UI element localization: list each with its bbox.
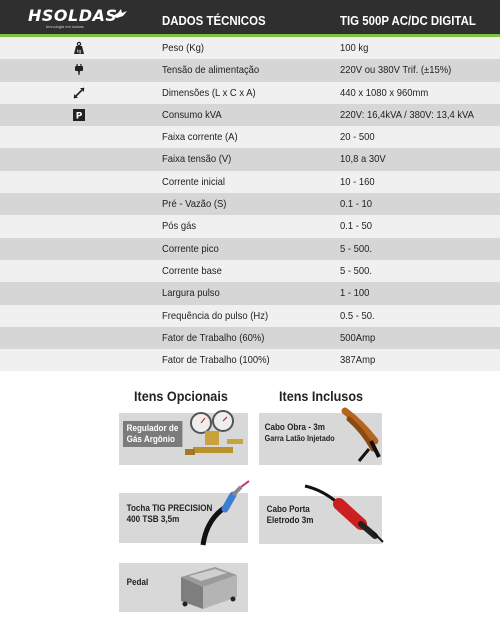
spec-value: 0.1 - 50 [340,220,373,233]
card-label-line: Cabo Obra - 3m [264,422,325,432]
table-row [0,282,500,304]
optional-items-title: Itens Opcionais [134,388,228,404]
table-row [0,148,500,170]
spec-label: Tensão de alimentação [162,64,260,77]
dimensions-icon [72,86,86,100]
card-label [123,421,182,447]
table-row [0,349,500,371]
table-row [0,327,500,349]
spec-label: Dimensões (L x C x A) [162,86,256,99]
spec-value: 1 - 100 [340,287,370,300]
brand-logo [28,6,128,32]
spec-value: 500Amp [340,331,376,344]
spec-value: 440 x 1080 x 960mm [340,86,429,99]
card-label-line: Eletrodo 3m [266,515,314,525]
svg-text:kg: kg [76,48,82,54]
power-icon [72,108,86,122]
card-label-line: Garra Latão Injetado [264,434,335,443]
spec-value: 10,8 a 30V [340,153,386,166]
weight-icon [72,41,86,55]
tig-torch-image [199,477,259,549]
svg-text:P: P [75,111,83,122]
electrode-holder-image [303,482,385,544]
logo-text: HSOLDAS [28,6,118,25]
spec-label: Corrente inicial [162,175,226,188]
card-label-line: 400 TSB 3,5m [126,514,180,524]
table-row [0,260,500,282]
spec-label: Fator de Trabalho (60%) [162,331,265,344]
spec-value: 220V ou 380V Trif. (±15%) [340,64,452,77]
spec-value: 220V: 16,4kVA / 380V: 13,4 kVA [340,108,474,121]
header-bar [0,0,500,37]
card-label-line: Pedal [126,577,149,587]
table-row [0,59,500,81]
spec-value: 0.1 - 10 [340,198,373,211]
spec-label: Pós gás [162,220,197,233]
work-cable-card [259,413,382,465]
spec-label: Frequência do pulso (Hz) [162,309,269,322]
table-row [0,171,500,193]
bird-icon [112,8,128,23]
spec-value: 5 - 500. [340,264,373,277]
table-row [0,193,500,215]
card-label [123,575,152,590]
table-row [0,215,500,237]
spec-value: 20 - 500 [340,131,375,144]
spec-value: 10 - 160 [340,175,375,188]
spec-value: 5 - 500. [340,242,373,255]
spec-label: Corrente pico [162,242,219,255]
gas-regulator-image [179,409,249,465]
logo-tagline: tecnologia em soldas [46,24,84,29]
spec-label: Corrente base [162,264,222,277]
spec-value: 387Amp [340,354,376,367]
spec-label: Largura pulso [162,287,220,300]
card-label-line: Tocha TIG PRECISION [126,503,213,513]
tig-torch-card [119,493,248,543]
table-row [0,305,500,327]
spec-label: Consumo kVA [162,108,222,121]
pedal-card [119,563,248,612]
card-label-line: Gás Argônio [126,434,175,444]
table-row [0,126,500,148]
pedal-image [175,561,241,613]
model-name: TIG 500P AC/DC DIGITAL [340,13,476,28]
spec-label: Pré - Vazão (S) [162,198,227,211]
electrode-holder-card [259,496,382,544]
table-row [0,104,500,126]
card-label [261,420,338,446]
table-title: DADOS TÉCNICOS [162,13,266,28]
spec-label: Faixa tensão (V) [162,153,232,166]
table-row [0,37,500,59]
included-items-title: Itens Inclusos [279,388,364,404]
spec-value: 0.5 - 50. [340,309,375,322]
plug-icon [72,63,86,77]
spec-label: Peso (Kg) [162,42,205,54]
ground-clamp-image [339,405,383,465]
spec-label: Faixa corrente (A) [162,131,238,144]
card-label-line: Regulador de [126,423,179,433]
table-row [0,238,500,260]
table-row [0,82,500,104]
spec-table [0,37,500,371]
spec-value: 100 kg [340,42,369,54]
card-label-line: Cabo Porta [266,504,310,514]
spec-label: Fator de Trabalho (100%) [162,354,270,367]
gas-regulator-card [119,413,248,465]
